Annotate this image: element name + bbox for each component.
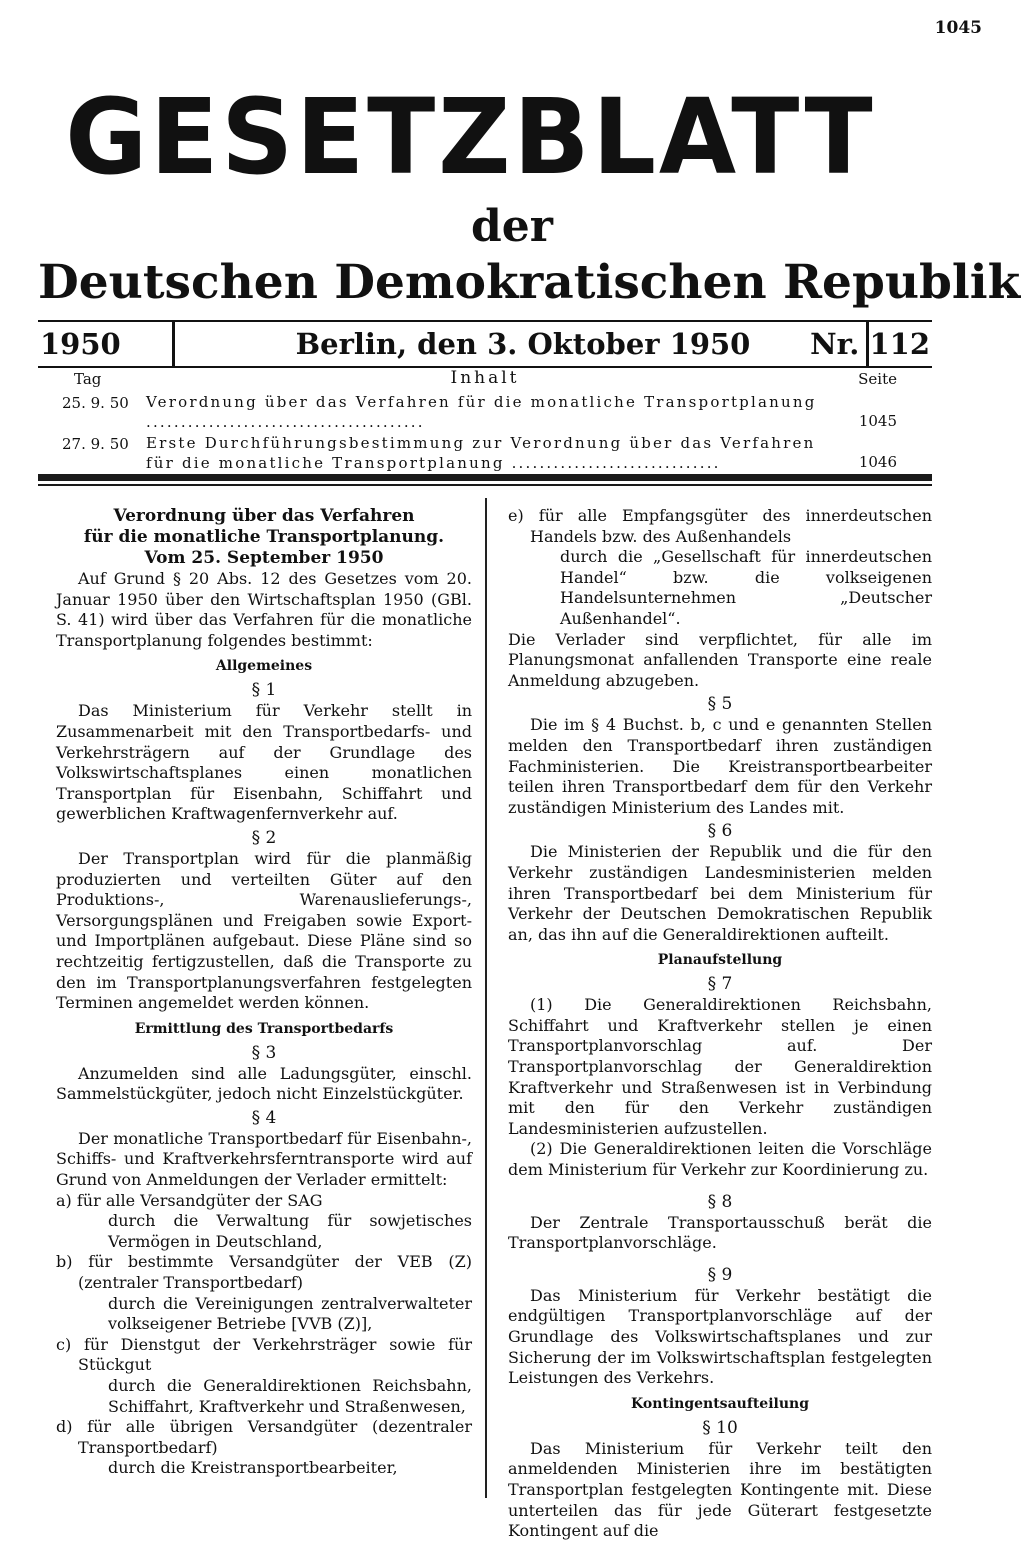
decree-title-line2: für die monatliche Transportplanung. (83, 527, 445, 547)
masthead-republic: Deutschen Demokratischen Republik (38, 255, 1021, 310)
paragraph-number: § 9 (707, 1264, 733, 1285)
paragraph-number: § 5 (707, 694, 733, 715)
list-item: c) für Dienstgut der Verkehrsträger sowie für Stückgut (56, 1334, 472, 1375)
column-divider (485, 498, 487, 1498)
masthead-der: der (471, 201, 553, 252)
paragraph-number: § 3 (251, 1042, 277, 1063)
paragraph-text: Der Transportplan wird für die planmäßig produzierten und verteilten Güter auf den Produktions-, Warenauslieferungs-, Versorgungsplänen und Freigaben sowie Export- und Importplänen aufgebaut. Diese Pläne sind so rechtzeitig fertigzustellen, daß die Transporte zu den im Transportplanungsverfahren festgelegten Terminen angemeldet werden können. (56, 848, 472, 1013)
decree-date: Vom 25. September 1950 (144, 548, 384, 568)
right-column (508, 506, 932, 1542)
toc-entry-date: 25. 9. 50 (62, 394, 129, 412)
section-heading-ermittlung: Ermittlung des Transportbedarfs (134, 1020, 394, 1037)
list-item-agency: durch die Vereinigungen zentralverwalteter volkseigener Betriebe [VVB (Z)], (108, 1293, 472, 1334)
list-item-agency: durch die „Gesellschaft für innerdeutschen Handel“ bzw. die volkseigenen Handelsunternehmen „Deutscher Außenhandel“. (560, 547, 932, 628)
toc-entry-title: Verordnung über das Verfahren für die monatliche Transportplanung ........................................ (146, 393, 817, 431)
paragraph-number: § 1 (251, 680, 277, 701)
issue-number: Nr. 112 (810, 327, 930, 361)
list-item: a) für alle Versandgüter der SAG (56, 1190, 323, 1210)
toc-entry (38, 392, 932, 433)
spacer (508, 1181, 932, 1189)
toc-day-header: Tag (74, 370, 102, 388)
list-item: d) für alle übrigen Versandgüter (dezentraler Transportbedarf) (56, 1417, 472, 1457)
paragraph-text: Das Ministerium für Verkehr bestätigt die endgültigen Transportplanvorschläge auf der Grundlage des Volkswirtschaftsplanes und zur Sicherung der im Volkswirtschaftsplan festgelegten Leistungen des Verkehrs. (508, 1285, 932, 1388)
decree-title: Verordnung über das Verfahren (113, 506, 415, 526)
masthead-title: GESETZBLATT (65, 76, 876, 198)
header-rule (38, 474, 932, 481)
section-heading-kontingent: Kontingentsaufteilung (631, 1395, 809, 1412)
toc-page-header: Seite (858, 370, 897, 388)
toc-entry (38, 433, 932, 474)
spacer (508, 1254, 932, 1262)
paragraph-number: § 8 (707, 1191, 733, 1212)
header-rule-thin (38, 484, 932, 486)
list-item-agency: durch die Generaldirektionen Reichsbahn, Schiffahrt, Kraftverkehr und Straßenwesen, (108, 1376, 472, 1416)
list-item-agency: durch die Kreistransportbearbeiter, (108, 1458, 398, 1478)
preamble: Auf Grund § 20 Abs. 12 des Gesetzes vom 20. Januar 1950 über den Wirtschaftsplan 1950 (GBl. S. 41) wird über das Verfahren für die monatliche Transportplanung folgendes bestimmt: (56, 569, 472, 650)
paragraph-number: § 2 (251, 827, 277, 848)
paragraph-text: (1) Die Generaldirektionen Reichsbahn, Schiffahrt und Kraftverkehr stellen je einen Transportplanvorschlag auf. Der Transportplanvorschlag der Generaldirektion Kraftverkehr und Straßenwesen ist in Verbindung mit den für den Verkehr zuständigen Landesministerien aufzustellen. (508, 995, 932, 1138)
paragraph-text: Die Verlader sind verpflichtet, für alle im Planungsmonat anfallenden Transporte eine reale Anmeldung abzugeben. (508, 629, 932, 690)
section-heading-allgemeines: Allgemeines (215, 658, 313, 675)
dateline-divider (172, 322, 175, 366)
paragraph-number: § 6 (707, 821, 733, 842)
section-heading-planaufstellung: Planaufstellung (657, 952, 783, 969)
toc-entry-page: 1046 (858, 453, 897, 471)
paragraph-number: § 7 (707, 974, 733, 995)
list-item: e) für alle Empfangsgüter des innerdeutschen Handels bzw. des Außenhandels (508, 506, 932, 546)
paragraph-text: Der monatliche Transportbedarf für Eisenbahn-, Schiffs- und Kraftverkehrsferntransporte wird auf Grund von Anmeldungen der Verlader ermittelt: (56, 1128, 472, 1190)
paragraph-number: § 10 (702, 1417, 738, 1438)
paragraph-text: (2) Die Generaldirektionen leiten die Vorschläge dem Ministerium für Verkehr zur Koordinierung zu. (508, 1139, 932, 1180)
paragraph-number: § 4 (251, 1107, 277, 1128)
toc-entry-page: 1045 (858, 412, 897, 430)
paragraph-text: Der Zentrale Transportausschuß berät die Transportplanvorschläge. (508, 1212, 932, 1253)
page-number: 1045 (934, 18, 982, 38)
paragraph-text: Die im § 4 Buchst. b, c und e genannten Stellen melden den Transportbedarf ihren zuständigen Fachministerien. Die Kreistransportbearbeiter teilen ihren Transportbedarf dem für den Verkehr zuständigen Ministerium des Landes mit. (508, 715, 932, 817)
issue-year: 1950 (40, 327, 121, 361)
dateline (38, 320, 932, 368)
issue-date: Berlin, den 3. Oktober 1950 (295, 327, 751, 361)
paragraph-text: Anzumelden sind alle Ladungsgüter, einschl. Sammelstückgüter, jedoch nicht Einzelstückgüter. (56, 1063, 472, 1104)
list-item-agency: durch die Verwaltung für sowjetisches Vermögen in Deutschland, (108, 1211, 472, 1251)
left-column (56, 506, 472, 1479)
paragraph-text: Das Ministerium für Verkehr teilt den anmeldenden Ministerien ihre im bestätigten Transportplan festgelegten Kontingente mit. Diese unterteilen das für jede Güterart festgesetzte Kontingent auf die (508, 1438, 932, 1541)
toc-heading: Inhalt (450, 368, 520, 388)
paragraph-text: Die Ministerien der Republik und die für den Verkehr zuständigen Landesministerien melden ihren Transportbedarf bei dem Ministerium für Verkehr der Deutschen Demokratischen Republik an, das ihn auf die Generaldirektionen aufteilt. (508, 842, 932, 944)
toc-entry-date: 27. 9. 50 (62, 435, 129, 453)
list-item: b) für bestimmte Versandgüter der VEB (Z) (zentraler Transportbedarf) (56, 1252, 472, 1293)
table-of-contents (38, 368, 932, 474)
paragraph-text: Das Ministerium für Verkehr stellt in Zusammenarbeit mit den Transportbedarfs- und Verkehrsträgern auf der Grundlage des Volkswirtschaftsplanes einen monatlichen Transportplan für Eisenbahn, Schiffahrt und gewerblichen Kraftwagenfernverkehr auf. (56, 701, 472, 824)
toc-entry-title: Erste Durchführungsbestimmung zur Verordnung über das Verfahren für die monatliche Transportplanung .............................. (146, 434, 816, 472)
